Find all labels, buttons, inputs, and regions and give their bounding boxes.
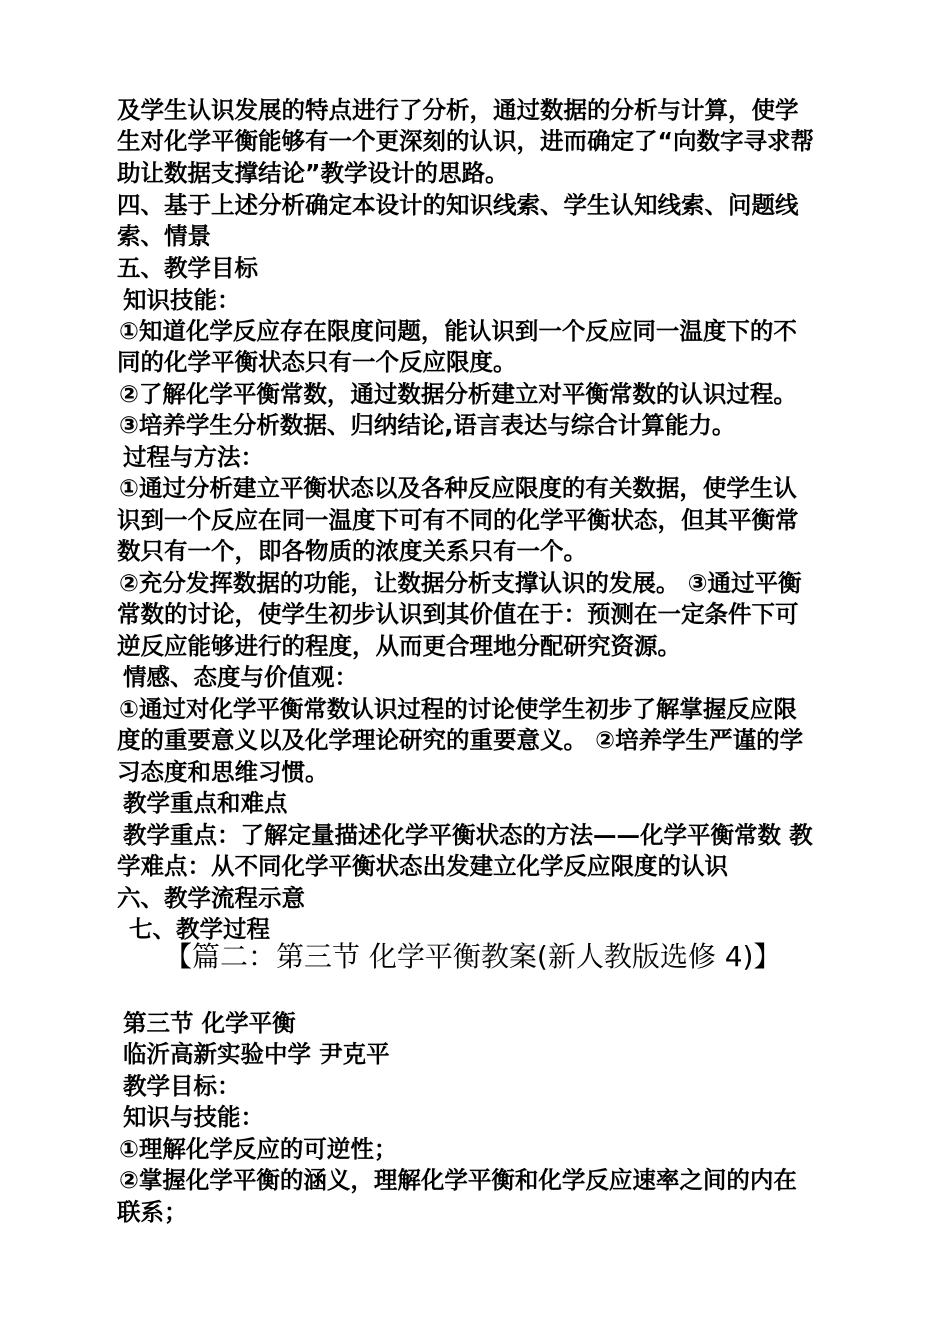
author-line: 临沂高新实验中学 尹克平 [123, 1040, 390, 1068]
article-title: 【篇二：第三节 化学平衡教案(新人教版选修 4)】 [164, 940, 782, 973]
subheading: 过程与方法： [123, 443, 264, 471]
text-line: 度的重要意义以及化学理论研究的重要意义。 ②培养学生严谨的学 [117, 726, 804, 754]
text-line: 学难点：从不同化学平衡状态出发建立化学反应限度的认识 [117, 852, 728, 880]
section-heading: 六、教学流程示意 [117, 884, 305, 912]
text-line: 常数的讨论，使学生初步认识到其价值在于：预测在一定条件下可 [117, 600, 799, 628]
text-line: ①通过对化学平衡常数认识过程的讨论使学生初步了解掌握反应限 [119, 695, 797, 723]
text-line: 四、基于上述分析确定本设计的知识线索、学生认知线索、问题线 [117, 191, 799, 219]
text-line: 及学生认识发展的特点进行了分析，通过数据的分析与计算，使学 [117, 96, 799, 124]
text-line: 习态度和思维习惯。 [117, 758, 329, 786]
subheading: 教学重点和难点 [123, 789, 288, 817]
section-heading: 五、教学目标 [117, 254, 258, 282]
subheading: 教学目标： [123, 1072, 241, 1100]
text-line: ①通过分析建立平衡状态以及各种反应限度的有关数据，使学生认 [119, 474, 797, 502]
text-line: ②充分发挥数据的功能，让数据分析支撑认识的发展。 ③通过平衡 [119, 569, 802, 597]
text-line: 识到一个反应在同一温度下可有不同的化学平衡状态，但其平衡常 [117, 506, 799, 534]
text-line: 教学重点：了解定量描述化学平衡状态的方法——化学平衡常数 教 [123, 821, 813, 849]
text-line: ③培养学生分析数据、归纳结论,语言表达与综合计算能力。 [119, 411, 736, 439]
subheading: 情感、态度与价值观： [123, 663, 358, 691]
lesson-title: 第三节 化学平衡 [123, 1009, 296, 1037]
section-heading: 七、教学过程 [129, 915, 270, 943]
text-line: 同的化学平衡状态只有一个反应限度。 [117, 348, 517, 376]
subheading: 知识与技能： [123, 1103, 264, 1131]
text-line: ①知道化学反应存在限度问题，能认识到一个反应同一温度下的不 [119, 317, 797, 345]
text-line: 生对化学平衡能够有一个更深刻的认识，进而确定了“向数字寻求帮 [117, 127, 814, 155]
text-line: 数只有一个，即各物质的浓度关系只有一个。 [117, 537, 587, 565]
text-line: 逆反应能够进行的程度，从而更合理地分配研究资源。 [117, 632, 681, 660]
text-line: 助让数据支撑结论”教学设计的思路。 [117, 159, 509, 187]
text-line: ②掌握化学平衡的涵义，理解化学平衡和化学反应速率之间的内在 [119, 1166, 797, 1194]
text-line: ①理解化学反应的可逆性； [119, 1135, 398, 1163]
text-line: 联系； [117, 1198, 188, 1226]
text-line: 索、情景 [117, 222, 211, 250]
text-line: ②了解化学平衡常数，通过数据分析建立对平衡常数的认识过程。 [119, 380, 797, 408]
subheading: 知识技能： [123, 286, 241, 314]
